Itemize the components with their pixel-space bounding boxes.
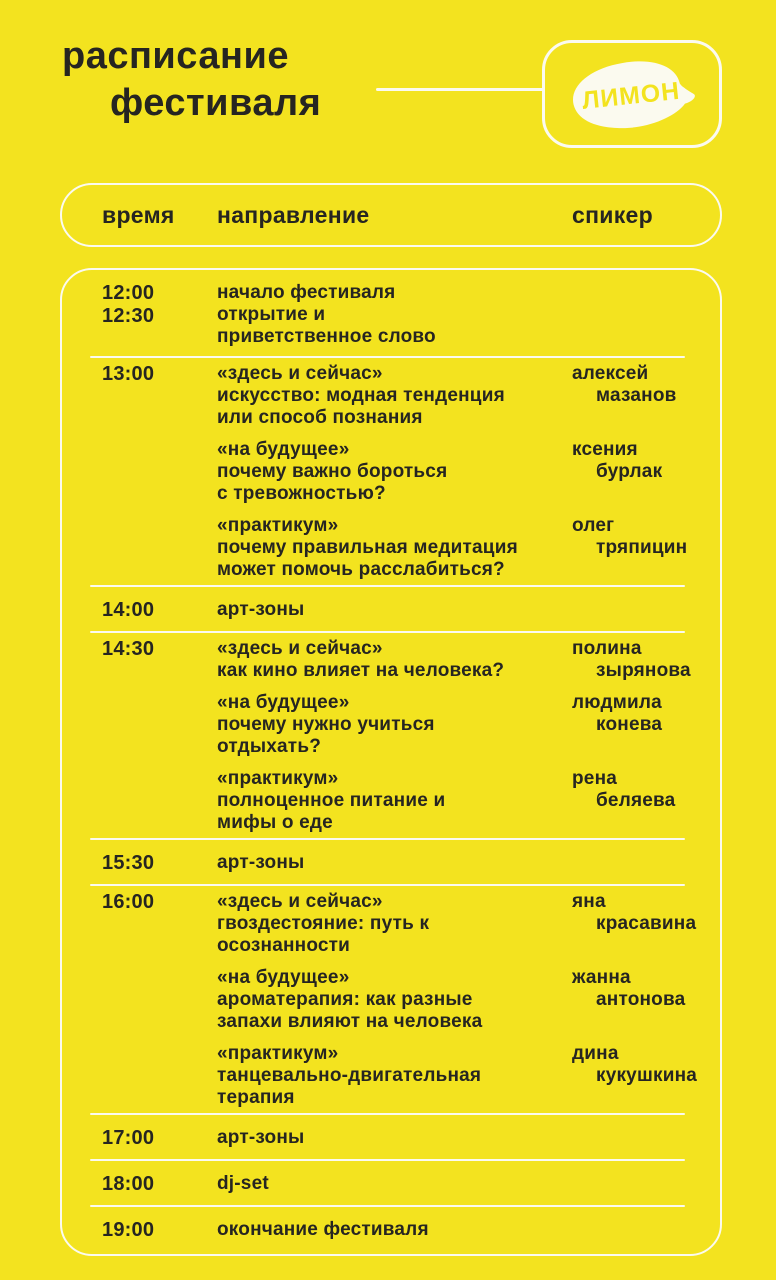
session-description bbox=[217, 692, 572, 758]
session-line: ароматерапия: как разные bbox=[217, 989, 473, 1010]
time-value: 18:00 bbox=[102, 1173, 155, 1195]
session-line: открытие и bbox=[217, 304, 326, 325]
row-time bbox=[102, 1127, 217, 1150]
speaker-last-name: антонова bbox=[596, 989, 686, 1010]
session-speaker bbox=[572, 439, 700, 505]
session-title: «здесь и сейчас» bbox=[217, 891, 383, 912]
speaker-last-name: конева bbox=[596, 714, 663, 735]
session-line: отдыхать? bbox=[217, 736, 321, 757]
speaker-first-name: жанна bbox=[572, 967, 631, 988]
session-line: приветственное слово bbox=[217, 326, 436, 347]
session bbox=[217, 1043, 700, 1109]
session-speaker bbox=[572, 599, 700, 621]
session-title: «на будущее» bbox=[217, 439, 350, 460]
session-line: осознанности bbox=[217, 935, 351, 956]
session-title: окончание фестиваля bbox=[217, 1219, 429, 1240]
session-description bbox=[217, 515, 572, 581]
session-description bbox=[217, 363, 572, 429]
session-description bbox=[217, 439, 572, 505]
session-title: «на будущее» bbox=[217, 967, 350, 988]
session bbox=[217, 967, 700, 1033]
column-header-direction: направление bbox=[217, 201, 370, 228]
row-sessions bbox=[217, 891, 700, 1109]
speaker-first-name: дина bbox=[572, 1043, 619, 1064]
session-title: «здесь и сейчас» bbox=[217, 363, 383, 384]
row-sessions bbox=[217, 1173, 700, 1196]
time-value: 15:30 bbox=[102, 852, 155, 874]
session-title: арт-зоны bbox=[217, 1127, 305, 1148]
session-description bbox=[217, 1127, 572, 1149]
speaker-last-name: бурлак bbox=[596, 461, 663, 482]
row-sessions bbox=[217, 599, 700, 622]
row-time bbox=[102, 599, 217, 622]
speaker-last-name: тряпицин bbox=[596, 537, 688, 558]
speaker-first-name: олег bbox=[572, 515, 615, 536]
session-speaker bbox=[572, 282, 700, 348]
row-sessions bbox=[217, 1127, 700, 1150]
session bbox=[217, 363, 700, 429]
session-title: «на будущее» bbox=[217, 692, 350, 713]
schedule-table bbox=[60, 268, 722, 1256]
session-title: dj-set bbox=[217, 1173, 269, 1194]
session-speaker bbox=[572, 768, 700, 834]
session-speaker bbox=[572, 1173, 700, 1195]
session-line: искусство: модная тенденция bbox=[217, 385, 505, 406]
speaker-last-name: кукушкина bbox=[596, 1065, 698, 1086]
session-line: или способ познания bbox=[217, 407, 423, 428]
row-sessions bbox=[217, 638, 700, 834]
session-title: «практикум» bbox=[217, 768, 339, 789]
session-speaker bbox=[572, 638, 700, 682]
session-title: начало фестиваля bbox=[217, 282, 396, 303]
page-title-line1: расписание bbox=[62, 35, 289, 77]
session bbox=[217, 599, 700, 621]
session-description bbox=[217, 1219, 572, 1241]
schedule-row bbox=[62, 840, 720, 884]
page-title-line2: фестиваля bbox=[110, 82, 322, 124]
schedule-row bbox=[62, 633, 720, 838]
poster-header bbox=[0, 0, 776, 183]
session-title: «практикум» bbox=[217, 515, 339, 536]
row-time bbox=[102, 363, 217, 581]
session-description bbox=[217, 768, 572, 834]
session-speaker bbox=[572, 967, 700, 1033]
lemon-logo bbox=[542, 40, 722, 148]
connector-line bbox=[376, 88, 544, 91]
session bbox=[217, 768, 700, 834]
time-value: 17:00 bbox=[102, 1127, 155, 1149]
session-speaker bbox=[572, 363, 700, 429]
row-sessions bbox=[217, 852, 700, 875]
schedule-row bbox=[62, 358, 720, 585]
speaker-first-name: ксения bbox=[572, 439, 638, 460]
speaker-last-name: мазанов bbox=[596, 385, 677, 406]
session-description bbox=[217, 1043, 572, 1109]
speaker-first-name: рена bbox=[572, 768, 618, 789]
session-line: почему правильная медитация bbox=[217, 537, 518, 558]
session-description bbox=[217, 891, 572, 957]
row-time bbox=[102, 638, 217, 834]
session-speaker bbox=[572, 1219, 700, 1241]
column-header-time: время bbox=[102, 201, 175, 228]
row-sessions bbox=[217, 1219, 700, 1242]
session-line: запахи влияют на человека bbox=[217, 1011, 483, 1032]
session-line: с тревожностью? bbox=[217, 483, 386, 504]
session-description bbox=[217, 282, 572, 348]
session-speaker bbox=[572, 1127, 700, 1149]
time-value: 14:30 bbox=[102, 638, 155, 660]
session-speaker bbox=[572, 1043, 700, 1109]
row-sessions bbox=[217, 363, 700, 581]
session bbox=[217, 852, 700, 874]
row-time bbox=[102, 891, 217, 1109]
speaker-first-name: алексей bbox=[572, 363, 649, 384]
session-title: «здесь и сейчас» bbox=[217, 638, 383, 659]
row-time bbox=[102, 1219, 217, 1242]
time-value: 16:00 bbox=[102, 891, 155, 913]
session bbox=[217, 439, 700, 505]
schedule-row bbox=[62, 1207, 720, 1251]
speaker-first-name: яна bbox=[572, 891, 606, 912]
session-line: гвоздестояние: путь к bbox=[217, 913, 430, 934]
column-header-speaker: спикер bbox=[572, 201, 653, 228]
speaker-last-name: красавина bbox=[596, 913, 697, 934]
schedule-row bbox=[62, 886, 720, 1113]
session-line: полноценное питание и bbox=[217, 790, 446, 811]
time-value: 14:00 bbox=[102, 599, 155, 621]
session-line: терапия bbox=[217, 1087, 295, 1108]
session-speaker bbox=[572, 891, 700, 957]
row-time bbox=[102, 282, 217, 348]
session bbox=[217, 515, 700, 581]
session-line: танцевально-двигательная bbox=[217, 1065, 482, 1086]
session-speaker bbox=[572, 692, 700, 758]
page-title bbox=[62, 33, 321, 127]
speaker-last-name: зырянова bbox=[596, 660, 691, 681]
session bbox=[217, 638, 700, 682]
logo-text: ЛИМОН bbox=[580, 77, 682, 115]
session-speaker bbox=[572, 852, 700, 874]
session-description bbox=[217, 967, 572, 1033]
session-line: может помочь расслабиться? bbox=[217, 559, 505, 580]
session-line: почему нужно учиться bbox=[217, 714, 435, 735]
time-value: 12:00 bbox=[102, 282, 155, 304]
time-value: 19:00 bbox=[102, 1219, 155, 1241]
lemon-icon bbox=[562, 55, 702, 133]
session-line: мифы о еде bbox=[217, 812, 333, 833]
row-time bbox=[102, 1173, 217, 1196]
speaker-first-name: полина bbox=[572, 638, 642, 659]
session-title: «практикум» bbox=[217, 1043, 339, 1064]
row-sessions bbox=[217, 282, 700, 348]
session bbox=[217, 1173, 700, 1195]
session-description bbox=[217, 1173, 572, 1195]
session bbox=[217, 692, 700, 758]
schedule-row bbox=[62, 1161, 720, 1205]
session-description bbox=[217, 638, 572, 682]
session-line: почему важно бороться bbox=[217, 461, 448, 482]
speaker-first-name: людмила bbox=[572, 692, 662, 713]
schedule-row bbox=[62, 272, 720, 356]
session-title: арт-зоны bbox=[217, 599, 305, 620]
time-value: 12:30 bbox=[102, 305, 155, 327]
session bbox=[217, 1219, 700, 1241]
session bbox=[217, 1127, 700, 1149]
time-value: 13:00 bbox=[102, 363, 155, 385]
session-speaker bbox=[572, 515, 700, 581]
row-time bbox=[102, 852, 217, 875]
schedule-row bbox=[62, 1115, 720, 1159]
schedule-row bbox=[62, 587, 720, 631]
session-line: как кино влияет на человека? bbox=[217, 660, 505, 681]
session-description bbox=[217, 599, 572, 621]
session bbox=[217, 282, 700, 348]
session-title: арт-зоны bbox=[217, 852, 305, 873]
speaker-last-name: беляева bbox=[596, 790, 676, 811]
table-header bbox=[60, 183, 722, 247]
session-description bbox=[217, 852, 572, 874]
session bbox=[217, 891, 700, 957]
